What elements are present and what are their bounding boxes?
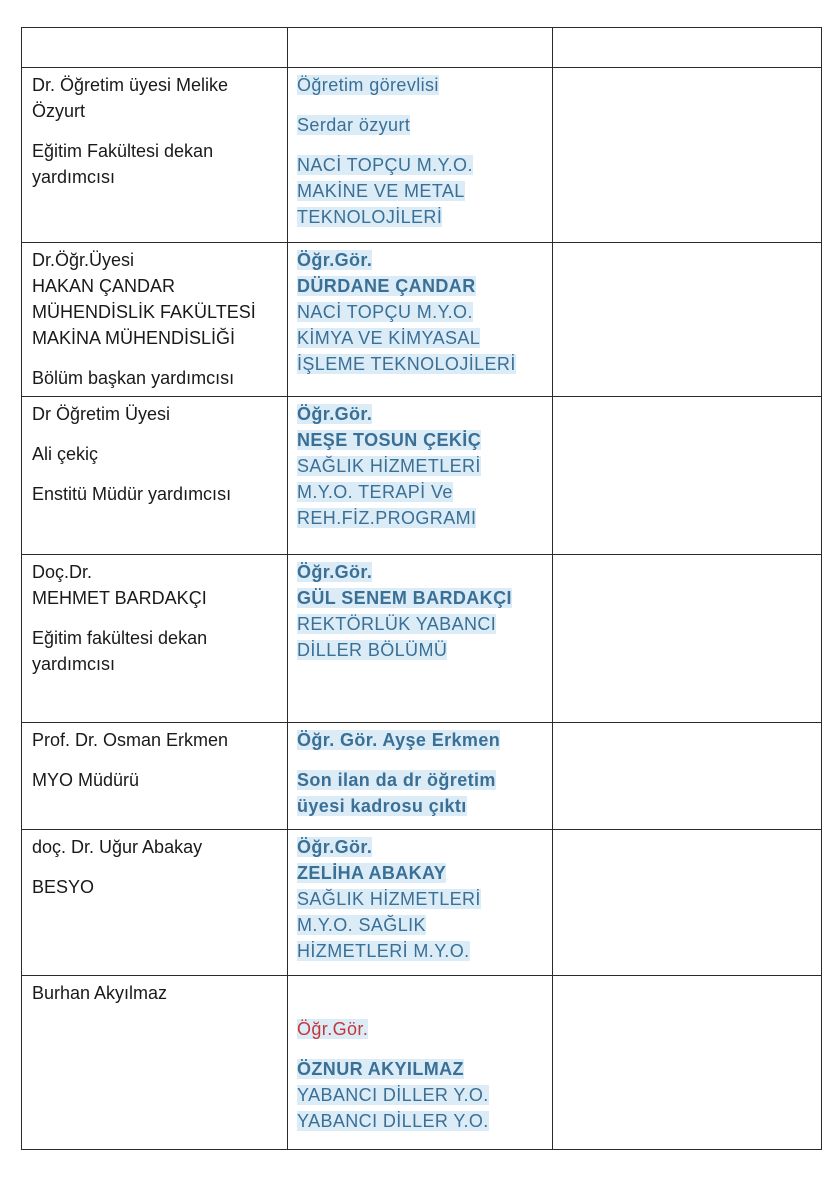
text-line: yardımcısı [32,654,116,674]
department-text: MAKİNE VE METAL [297,181,465,201]
text-line: MYO Müdürü [32,770,140,790]
text-line: MÜHENDİSLİK FAKÜLTESİ [32,302,256,322]
table-row [22,243,822,397]
cell-col1 [22,555,288,723]
text-line: Dr Öğretim Üyesi [32,404,171,424]
cell-col2 [288,397,553,555]
cell-col2 [288,976,553,1150]
cell-col3 [553,397,822,555]
cell-col3 [553,830,822,976]
text-line: MAKİNA MÜHENDİSLİĞİ [32,328,236,348]
department-text: M.Y.O. TERAPİ Ve [297,482,453,502]
cell-col3 [553,243,822,397]
cell-col2 [288,243,553,397]
title-text: Öğr.Gör. [297,1019,369,1039]
name-text: NEŞE TOSUN ÇEKİÇ [297,430,482,450]
cell-col2 [288,28,553,68]
name-text: GÜL SENEM BARDAKÇI [297,588,512,608]
note-text: üyesi kadrosu çıktı [297,796,467,816]
text-line: Enstitü Müdür yardımcısı [32,484,232,504]
note-text: Son ilan da dr öğretim [297,770,496,790]
department-text: YABANCI DİLLER Y.O. [297,1085,489,1105]
cell-col1 [22,723,288,830]
text-line: BESYO [32,877,95,897]
name-text: ZELİHA ABAKAY [297,863,447,883]
department-text: TEKNOLOJİLERİ [297,207,443,227]
name-text: Öğr. Gör. Ayşe Erkmen [297,730,501,750]
table-row [22,68,822,243]
text-line: Özyurt [32,101,86,121]
title-text: Öğr.Gör. [297,404,373,424]
cell-col3 [553,28,822,68]
title-text: Öğr.Gör. [297,562,373,582]
staff-table [21,27,822,1150]
cell-col1 [22,830,288,976]
cell-col1 [22,397,288,555]
department-text: HİZMETLERİ M.Y.O. [297,941,470,961]
department-text: SAĞLIK HİZMETLERİ [297,456,481,476]
text-line: Dr.Öğr.Üyesi [32,250,135,270]
department-text: REH.FİZ.PROGRAMI [297,508,477,528]
department-text: İŞLEME TEKNOLOJİLERİ [297,354,516,374]
text-line: HAKAN ÇANDAR [32,276,176,296]
table-row [22,555,822,723]
cell-col3 [553,976,822,1150]
text-line: Doç.Dr. [32,562,93,582]
department-text: SAĞLIK HİZMETLERİ [297,889,481,909]
title-text: Öğretim görevlisi [297,75,439,95]
cell-col3 [553,723,822,830]
text-line: doç. Dr. Uğur Abakay [32,837,203,857]
text-line: yardımcısı [32,167,116,187]
cell-col2 [288,830,553,976]
department-text: DİLLER BÖLÜMÜ [297,640,448,660]
text-line: MEHMET BARDAKÇI [32,588,207,608]
cell-col2 [288,723,553,830]
text-line: Burhan Akyılmaz [32,983,168,1003]
cell-col2 [288,555,553,723]
cell-col2 [288,68,553,243]
cell-col1 [22,976,288,1150]
department-text: REKTÖRLÜK YABANCI [297,614,497,634]
department-text: YABANCI DİLLER Y.O. [297,1111,489,1131]
department-text: M.Y.O. SAĞLIK [297,915,426,935]
cell-col3 [553,555,822,723]
table-row [22,28,822,68]
cell-col1 [22,28,288,68]
department-text: NACİ TOPÇU M.Y.O. [297,302,473,322]
table-row [22,830,822,976]
name-text: ÖZNUR AKYILMAZ [297,1059,464,1079]
text-line: Prof. Dr. Osman Erkmen [32,730,229,750]
text-line: Bölüm başkan yardımcısı [32,368,235,388]
title-text: Öğr.Gör. [297,837,373,857]
department-text: KİMYA VE KİMYASAL [297,328,481,348]
title-text: Öğr.Gör. [297,250,373,270]
text-line: Ali çekiç [32,444,99,464]
table-row [22,976,822,1150]
text-line: Eğitim Fakültesi dekan [32,141,214,161]
name-text: DÜRDANE ÇANDAR [297,276,476,296]
text-line: Dr. Öğretim üyesi Melike [32,75,229,95]
text-line: Eğitim fakültesi dekan [32,628,208,648]
department-text: NACİ TOPÇU M.Y.O. [297,155,473,175]
table-row [22,397,822,555]
cell-col1 [22,68,288,243]
cell-col1 [22,243,288,397]
table-row [22,723,822,830]
cell-col3 [553,68,822,243]
name-text: Serdar özyurt [297,115,411,135]
